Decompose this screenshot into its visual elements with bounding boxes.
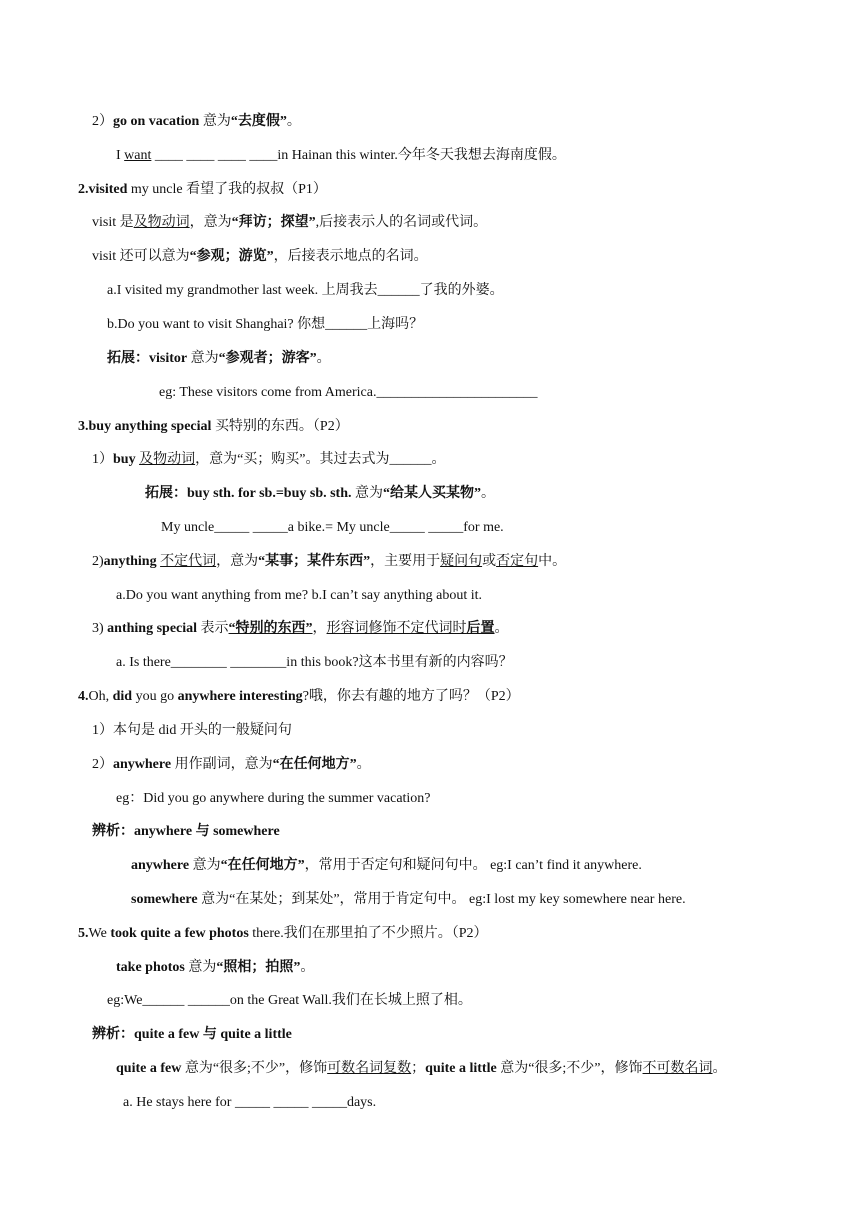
text-run: “某事；某件东西”	[258, 554, 371, 569]
text-run: quite a few	[116, 1061, 182, 1076]
text-run: go on vacation	[113, 114, 200, 129]
text-line	[92, 722, 292, 740]
text-run: ，主要用于	[370, 554, 441, 569]
text-run: 。	[712, 1061, 727, 1076]
text-run: ，后接表示地点的名词。	[273, 249, 428, 264]
text-run: 。	[356, 757, 371, 772]
text-run: 辨析：anywhere 与 somewhere	[92, 824, 280, 839]
text-run: 否定句	[496, 554, 539, 569]
text-run: “拜访；探望”	[231, 215, 316, 230]
extension-line	[145, 485, 495, 503]
example-line	[107, 282, 504, 300]
text-run: My uncle_____ _____a bike.= My uncle_____ _____for me.	[161, 520, 504, 535]
text-run: “给某人买某物”	[383, 486, 482, 501]
text-run: “在任何地方”	[272, 757, 357, 772]
text-run: 或	[482, 554, 497, 569]
text-run: my uncle 看望了我的叔叔（P1）	[127, 182, 327, 197]
text-run: 4.	[78, 689, 89, 704]
text-run: 。	[300, 960, 315, 975]
heading-line	[78, 925, 488, 943]
text-run: ____ ____ ____ ____in Hainan this winter.今年冬天我想去海南度假。	[151, 148, 566, 163]
text-run: ?哦，你去有趣的地方了吗？（P2）	[302, 689, 520, 704]
text-run: 2)	[92, 554, 104, 569]
text-run: 3)	[92, 621, 108, 636]
text-run: 不可数名词	[642, 1061, 713, 1076]
text-run: 后置	[466, 621, 495, 636]
text-run: We	[88, 926, 111, 941]
text-run: buy	[113, 452, 136, 467]
text-run: 5.	[78, 926, 89, 941]
text-run: 1）	[92, 452, 113, 467]
text-run: 1）本句是 did 开头的一般疑问句	[92, 723, 292, 738]
text-run: 及物动词	[133, 215, 190, 230]
text-run: 不定代词	[160, 554, 217, 569]
text-run: 。	[316, 351, 331, 366]
text-run: 意为“在某处；到某处”，常用于肯定句中。 eg:I lost my key somewhere near here.	[197, 892, 686, 907]
text-line	[116, 1060, 727, 1078]
example-line	[161, 519, 504, 537]
example-line	[116, 790, 431, 808]
text-run: 2.visited	[78, 182, 128, 197]
text-run: took quite a few photos	[110, 926, 249, 941]
heading-line	[78, 688, 520, 706]
text-line	[116, 147, 566, 165]
text-run: anywhere	[113, 757, 172, 772]
text-line	[92, 113, 301, 131]
example-line	[159, 384, 537, 402]
text-line	[116, 959, 314, 977]
text-run: 拓展：buy sth. for sb.=buy sb. sth.	[145, 486, 352, 501]
text-run: Oh,	[88, 689, 113, 704]
text-run: 意为	[199, 114, 231, 129]
heading-line	[78, 181, 327, 199]
text-run: ，意为	[216, 554, 259, 569]
text-run: eg: These visitors come from America._______________________	[159, 385, 538, 400]
text-run: 表示	[197, 621, 229, 636]
text-run: a.Do you want anything from me? b.I can’t say anything about it.	[116, 588, 482, 603]
text-run: 拓展：visitor	[107, 351, 188, 366]
text-run: visit 是	[92, 215, 134, 230]
text-run: “参观；游览”	[189, 249, 274, 264]
text-run: visit 还可以意为	[92, 249, 190, 264]
example-line	[107, 992, 472, 1010]
text-run: “去度假”	[230, 114, 287, 129]
text-run: 。	[494, 621, 509, 636]
example-line	[116, 587, 482, 605]
text-run: 可数名词复数	[327, 1061, 412, 1076]
text-run: ，意为	[189, 215, 232, 230]
text-run: there.我们在那里拍了不少照片。（P2）	[248, 926, 488, 941]
text-run: 意为“很多;不少”，修饰	[496, 1061, 643, 1076]
text-run: 意为	[187, 351, 219, 366]
text-run: take photos	[116, 960, 185, 975]
text-line	[131, 857, 642, 875]
text-run: ,后接表示人的名词或代词。	[315, 215, 488, 230]
text-run: b.Do you want to visit Shanghai? 你想______上海吗？	[107, 317, 424, 332]
text-run: 意为	[189, 858, 221, 873]
text-run: you go	[132, 689, 178, 704]
text-run: a.I visited my grandmother last week. 上周我去______了我的外婆。	[107, 283, 504, 298]
text-line	[92, 620, 509, 638]
text-run: eg：Did you go anywhere during the summer vacation?	[116, 791, 431, 806]
text-run: “在任何地方”	[220, 858, 305, 873]
example-line	[107, 316, 423, 334]
text-run: anywhere interesting	[177, 689, 303, 704]
text-line	[92, 756, 371, 774]
text-line	[131, 891, 686, 909]
text-run: “参观者；游客”	[218, 351, 317, 366]
example-line	[123, 1094, 376, 1112]
example-line	[116, 654, 513, 672]
text-run: 辨析：quite a few 与 quite a little	[92, 1027, 292, 1042]
extension-line	[107, 350, 331, 368]
text-run: 疑问句	[440, 554, 483, 569]
text-run: did	[112, 689, 133, 704]
text-run: a. Is there________ ________in this book?这本书里有新的内容吗？	[116, 655, 513, 670]
text-run: anthing special	[107, 621, 198, 636]
text-line	[92, 248, 428, 266]
text-run: 意为“很多;不少”，修饰	[181, 1061, 328, 1076]
text-run: 意为	[184, 960, 217, 975]
text-run: 中。	[538, 554, 567, 569]
text-line	[92, 451, 446, 469]
text-run: want	[124, 148, 152, 163]
comparison-heading	[92, 1026, 292, 1044]
text-run: a. He stays here for _____ _____ _____days.	[123, 1095, 377, 1110]
text-run: “特别的东西”	[228, 621, 313, 636]
text-run: 。	[481, 486, 496, 501]
text-run: eg:We______ ______on the Great Wall.我们在长城上照了相。	[107, 993, 472, 1008]
heading-line	[78, 418, 349, 436]
text-run: 。	[286, 114, 301, 129]
text-run: 2）	[92, 114, 113, 129]
text-run: 及物动词	[139, 452, 196, 467]
text-line	[92, 553, 566, 571]
text-run: 意为	[351, 486, 384, 501]
text-run: ，	[312, 621, 327, 636]
text-run: “照相；拍照”	[216, 960, 301, 975]
text-run: 用作副词，意为	[171, 757, 273, 772]
text-run: ，意为“买；购买”。其过去式为______。	[195, 452, 446, 467]
comparison-heading	[92, 823, 280, 841]
text-run: ，常用于否定句和疑问句中。 eg:I can’t find it anywhere.	[304, 858, 642, 873]
text-run: 2）	[92, 757, 113, 772]
text-run: quite a little	[425, 1061, 497, 1076]
text-run: I	[116, 148, 125, 163]
text-run: somewhere	[131, 892, 198, 907]
text-line	[92, 214, 487, 232]
text-run: anything	[103, 554, 157, 569]
text-run: 买特别的东西。（P2）	[211, 419, 349, 434]
text-run: anywhere	[131, 858, 190, 873]
text-run: ；	[411, 1061, 426, 1076]
text-run: 3.buy anything special	[78, 419, 212, 434]
text-run: 形容词修饰不定代词时	[326, 621, 467, 636]
